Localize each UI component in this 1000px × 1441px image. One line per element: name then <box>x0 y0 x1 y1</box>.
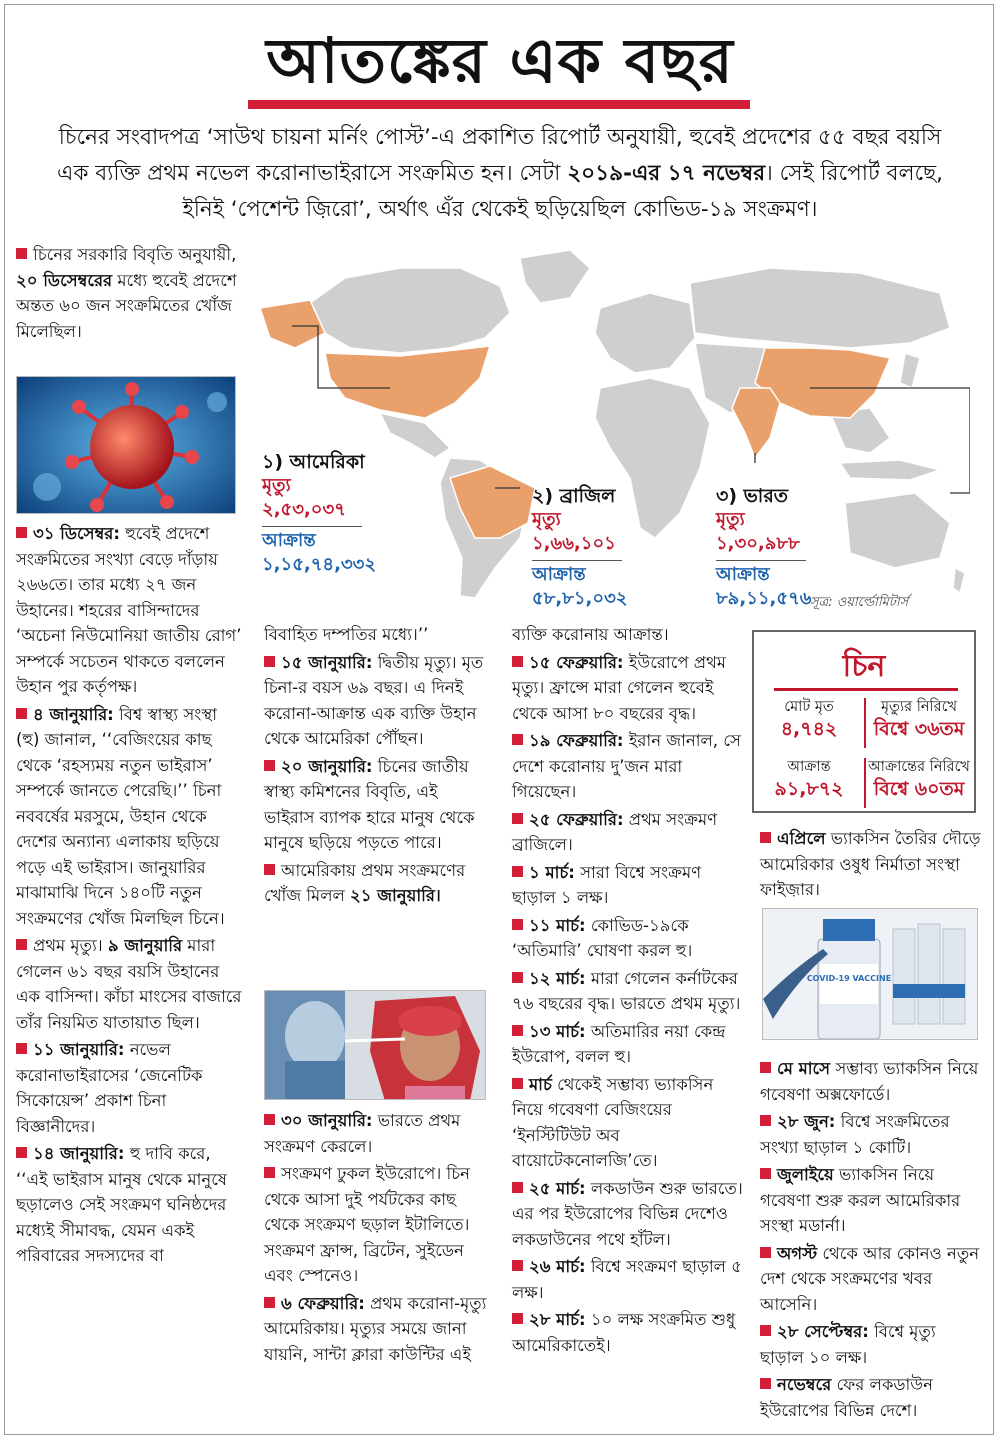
usa-cases: ১,১৫,৭৪,৩৩২ <box>262 554 377 575</box>
entry-text: বিবাহিত দম্পতির মধ্যে।’’ <box>264 625 429 644</box>
bullet-square-icon <box>760 1247 771 1258</box>
entry-date: ২৮ সেপ্টেম্বর: <box>777 1322 869 1341</box>
bullet-square-icon <box>760 1325 771 1336</box>
timeline-entry <box>16 242 241 344</box>
entry-text: ভ্যাকসিন নিয়ে গবেষণা শুরু করল আমেরিকার সংস্থা মডার্না। <box>760 1165 961 1235</box>
intro-paragraph <box>20 120 980 228</box>
bullet-square-icon <box>264 864 275 875</box>
entry-date: ২০ জানুয়ারি: <box>281 756 373 776</box>
entry-text: বিশ্বে সংক্রমণ ছাড়াল ৫ লক্ষ। <box>512 1257 742 1302</box>
timeline-entry <box>760 1109 982 1160</box>
entry-text: চিনের জাতীয় স্বাস্থ্য কমিশনের বিবৃতি, এই ভাইরাস ব্যাপক হারে মানুষ থেকে মানুষে ছড়িয়ে পড়তে পারে। <box>264 756 475 852</box>
timeline-entry <box>264 650 489 752</box>
india-case-label: আক্রান্ত <box>716 564 770 585</box>
entry-text: হু দাবি করে, ‘‘এই ভাইরাস মানুষ থেকে মানুষে ছড়ালেও সেই সংক্রমণ ঘনিষ্ঠদের মধ্যেই সীমাবদ্ধ, যেমন একই পরিবারের সদস্যদের বা <box>16 1144 227 1265</box>
entry-date: মে মাসে <box>777 1059 831 1078</box>
timeline-entry <box>264 1161 489 1289</box>
usa-case-label: আক্রান্ত <box>262 530 316 551</box>
entry-date: ২৬ মার্চ: <box>529 1257 586 1276</box>
entry-text: সম্ভাব্য ভ্যাকসিন নিয়ে গবেষণা অক্সফোর্ডে। <box>760 1059 979 1104</box>
timeline-entry <box>16 702 244 932</box>
bullet-square-icon <box>16 1043 27 1054</box>
entry-text: ব্যক্তি করোনায় আক্রান্ত। <box>512 625 669 644</box>
entry-text: সংক্রমণ ঢুকল ইউরোপে। চিন থেকে আসা দুই পর্যটকের কাছ থেকে সংক্রমণ ছড়াল ইটালিতে। সংক্রমণ ফ্রান্স, ব্রিটেন, সুইডেন এবং স্পেনেও। <box>264 1164 470 1285</box>
entry-text: বিশ্বে সংক্রমিতের সংখ্যা ছাড়াল ১ কোটি। <box>760 1112 950 1157</box>
entry-date: ১২ মার্চ: <box>529 968 586 988</box>
bullet-square-icon <box>16 248 27 259</box>
bullet-square-icon <box>512 734 523 745</box>
entry-date: ৬ ফেব্রুয়ারি: <box>281 1293 365 1313</box>
timeline-entry <box>512 1254 747 1305</box>
entry-date: ১৫ ফেব্রুয়ারি: <box>529 652 624 672</box>
usa-name: ১) আমেরিকা <box>262 451 365 473</box>
entry-date: ৩১ ডিসেম্বর: <box>33 524 120 543</box>
entry-date: ১৯ ফেব্রুয়ারি: <box>529 731 624 750</box>
china-case-rank: আক্রান্তের নিরিখে বিশ্বে ৬০তম <box>868 759 970 800</box>
timeline-entry <box>16 521 244 700</box>
timeline-entry <box>264 754 489 856</box>
entry-text: দ্বিতীয় মৃত্যু। মৃত চিনা-র বয়স ৬৯ বছর। এ দিনই করোনা-আক্রান্ত এক ব্যক্তি উহান থেকে আমেরিকা পৌঁছন। <box>264 652 484 748</box>
brazil-deaths: ১,৬৬,১০১ <box>532 533 616 554</box>
brazil-cases: ৫৮,৮১,০৩২ <box>532 588 628 609</box>
vaccine-image <box>762 908 978 1040</box>
bullet-square-icon <box>512 1078 523 1089</box>
india-death-label: মৃত্যু <box>716 509 745 530</box>
entry-date: ২৮ জুন: <box>777 1112 836 1131</box>
entry-date: ১১ মার্চ: <box>529 915 586 935</box>
entry-text: নভেল করোনাভাইরাসের ‘জেনেটিক সিকোয়েন্স’ প্রকাশ চিনা বিজ্ঞানীদের। <box>16 1040 203 1136</box>
bullet-square-icon <box>16 708 27 719</box>
map-source: সূত্র: ওয়ার্ল্ডোমিটার্স <box>810 595 909 610</box>
intro-date: ২০১৯-এর ১৭ নভেম্বর <box>567 161 766 186</box>
timeline-column-2 <box>264 1108 489 1369</box>
entry-date: ৩০ জানুয়ারি: <box>281 1111 373 1130</box>
timeline-entry <box>16 1141 244 1269</box>
entry-text: ইরান জানাল, সে দেশে করোনায় দু’জন মারা গিয়েছেন। <box>512 731 741 801</box>
timeline-entry <box>512 860 747 911</box>
timeline-entry <box>16 1037 244 1139</box>
bullet-square-icon <box>512 866 523 877</box>
timeline-column-1-top <box>16 242 241 346</box>
swab-test-image <box>264 990 486 1100</box>
timeline-entry <box>16 933 244 1035</box>
entry-text: বিশ্ব স্বাস্থ্য সংস্থা (হু) জানাল, ‘‘বেজিংয়ের কাছ থেকে ‘রহস্যময় নতুন ভাইরাস’ সম্পর্কে জানতে পেরেছি।’’ চিনা নববর্ষের মরসুমে, উহান থেকে দেশের অন্যান্য এলাকায় ছড়িয়ে পড়ে এই ভাইরাস। জানুয়ারির মাঝামাঝি দিনে ১৪০টি নতুন সংক্রমণের খোঁজ মিলছিল চিনে। <box>16 704 225 928</box>
bullet-square-icon <box>264 1297 275 1308</box>
vaccine-label: COVID-19 VACCINE <box>806 974 892 983</box>
entry-text: ফের লকডাউন ইউরোপের বিভিন্ন দেশে। <box>760 1375 933 1420</box>
entry-text: অতিমারির নয়া কেন্দ্র ইউরোপ, বলল হু। <box>512 1021 726 1066</box>
bullet-square-icon <box>16 1147 27 1158</box>
entry-text: কোভিড-১৯কে ‘অতিমারি’ ঘোষণা করল হু। <box>512 915 693 960</box>
bullet-square-icon <box>264 1167 275 1178</box>
usa-death-label: মৃত্যু <box>262 475 291 496</box>
entry-text: ১০ লক্ষ সংক্রমিত শুধু আমেরিকাতেই। <box>512 1310 736 1355</box>
entry-text: মারা গেলেন কর্নাটকের ৭৬ বছরের বৃদ্ধ। ভারতে প্রথম মৃত্যু। <box>512 968 741 1013</box>
timeline-entry <box>760 826 982 903</box>
entry-date: এপ্রিলে <box>777 829 826 848</box>
entry-date: ২৮ মার্চ: <box>529 1310 586 1329</box>
brazil-name: ২) ব্রাজিল <box>532 485 616 507</box>
timeline-column-4 <box>760 1056 982 1425</box>
timeline-entry <box>512 1019 747 1070</box>
china-divider-1 <box>864 698 866 748</box>
timeline-column-3 <box>512 622 747 1360</box>
entry-date: ১৫ জানুয়ারি: <box>281 652 373 672</box>
bullet-square-icon <box>760 1168 771 1179</box>
bullet-square-icon <box>760 832 771 843</box>
intro-line-2: এক ব্যক্তি প্রথম নভেল করোনাভাইরাসে সংক্রমিত হন। সেটা ২০১৯-এর ১৭ নভেম্বর। সেই রিপোর্ট বলছে, <box>56 161 944 186</box>
timeline-column-4-top <box>760 826 982 905</box>
entry-date: ১ মার্চ: <box>529 862 575 882</box>
entry-text: হুবেই প্রদেশে সংক্রমিতের সংখ্যা বেড়ে দাঁড়ায় ২৬৬তে। তার মধ্যে ২৭ জন উহানের। শহরের বাসিন্দাদের ‘অচেনা নিউমোনিয়া জাতীয় রোগ’ সম্পর্কে সচেতন থাকতে বললেন উহান পুর কর্তৃপক্ষ। <box>16 524 242 696</box>
entry-date: ২৫ মার্চ: <box>529 1178 586 1198</box>
entry-date: ২০ ডিসেম্বরের <box>16 270 113 290</box>
entry-text: ভারতে প্রথম সংক্রমণ কেরলে। <box>264 1111 461 1156</box>
bullet-square-icon <box>264 1114 275 1125</box>
entry-text: ইউরোপে প্রথম মৃত্যু। ফ্রান্সে মারা গেলেন হুবেই থেকে আসা ৮০ বছরের বৃদ্ধ। <box>512 652 726 723</box>
entry-date: নভেম্বরে <box>777 1375 832 1394</box>
timeline-entry <box>760 1372 982 1423</box>
timeline-entry <box>760 1241 982 1318</box>
india-name: ৩) ভারত <box>716 485 789 507</box>
entry-date: ১৩ মার্চ: <box>529 1021 586 1041</box>
timeline-entry <box>512 1307 747 1358</box>
label-usa <box>262 450 377 577</box>
entry-text: ভ্যাকসিন তৈরির দৌড়ে আমেরিকার ওষুধ নির্মাতা সংস্থা ফাইজ়ার। <box>760 829 981 899</box>
china-divider-2 <box>864 758 866 808</box>
timeline-entry <box>760 1319 982 1370</box>
entry-text: বিশ্বে মৃত্যু ছাড়াল ১০ লক্ষ। <box>760 1322 936 1367</box>
entry-date: ২৫ ফেব্রুয়ারি: <box>529 809 624 829</box>
china-stats-box <box>752 630 976 813</box>
timeline-column-1 <box>16 521 244 1271</box>
timeline-entry <box>512 1072 747 1174</box>
timeline-entry <box>760 1056 982 1107</box>
china-cases: আক্রান্ত ৯১,৮৭২ <box>774 759 844 800</box>
entry-date: ১১ জানুয়ারি: <box>33 1040 125 1059</box>
entry-date: অগস্ট <box>777 1243 818 1263</box>
entry-text: প্রথম সংক্রমণ ব্রাজিলে। <box>512 809 718 854</box>
timeline-entry <box>760 1162 982 1239</box>
timeline-entry <box>512 913 747 964</box>
timeline-column-2-top <box>264 622 489 911</box>
timeline-entry <box>512 966 747 1017</box>
china-total-deaths: মোট মৃত ৪,৭৪২ <box>780 699 838 740</box>
entry-date: মার্চ <box>529 1074 552 1094</box>
entry-date: ৪ জানুয়ারি: <box>33 704 114 724</box>
timeline-entry <box>264 1108 489 1159</box>
entry-date: ২১ জানুয়ারি। <box>350 886 441 905</box>
entry-text: আমেরিকায় প্রথম সংক্রমণের খোঁজ মিলল <box>264 860 466 905</box>
entry-date: জুলাইয়ে <box>777 1165 834 1184</box>
india-deaths: ১,৩০,৯৮৮ <box>716 533 800 554</box>
bullet-square-icon <box>760 1115 771 1126</box>
timeline-entry <box>264 1291 489 1368</box>
timeline-entry <box>512 650 747 727</box>
intro-line-1: চিনের সংবাদপত্র ‘সাউথ চায়না মর্নিং পোস্ট’-এ প্রকাশিত রিপোর্ট অনুযায়ী, হুবেই প্রদেশের ৫৫ বছর বয়সি <box>58 125 942 150</box>
entry-text: থেকেই সম্ভাব্য ভ্যাকসিন নিয়ে গবেষণা বেজিংয়ের ‘ইনস্টিটিউট অব বায়োটেকনোলজি’তে। <box>512 1074 714 1170</box>
entry-text: মারা গেলেন ৬১ বছর বয়সি উহানের এক বাসিন্দা। কাঁচা মাংসের বাজারে তাঁর নিয়মিত যাতায়াত ছিল। <box>16 936 242 1032</box>
usa-deaths: ২,৫৩,০৩৭ <box>262 499 346 520</box>
entry-date: ১৪ জানুয়ারি: <box>33 1144 125 1163</box>
bullet-square-icon <box>512 972 523 983</box>
timeline-entry <box>512 1176 747 1253</box>
bullet-square-icon <box>16 939 27 950</box>
timeline-entry <box>264 622 489 648</box>
bullet-square-icon <box>512 813 523 824</box>
china-title: চিন <box>842 649 886 684</box>
bullet-square-icon <box>16 527 27 538</box>
entry-date: ৯ জানুয়ারি <box>107 936 183 955</box>
bullet-square-icon <box>760 1062 771 1073</box>
bullet-square-icon <box>512 1182 523 1193</box>
brazil-case-label: আক্রান্ত <box>532 564 586 585</box>
timeline-entry <box>264 858 489 909</box>
entry-text: প্রথম করোনা-মৃত্যু আমেরিকায়। মৃত্যুর সময়ে জানা যায়নি, সান্টা ক্লারা কাউন্টির এই <box>264 1293 487 1364</box>
entry-text: প্রথম মৃত্যু। <box>33 936 108 955</box>
title-underline <box>248 100 750 109</box>
virus-image <box>16 376 236 514</box>
entry-text: মধ্যে হুবেই প্রদেশে অন্তত ৬০ জন সংক্রমিতের খোঁজ মিলেছিল। <box>16 270 237 341</box>
bullet-square-icon <box>512 656 523 667</box>
india-cases: ৮৯,১১,৫৭৬ <box>716 588 812 609</box>
timeline-entry <box>512 622 747 648</box>
timeline-entry <box>512 807 747 858</box>
intro-line-3: ইনিই ‘পেশেন্ট জ়িরো’, অর্থাৎ এঁর থেকেই ছড়িয়েছিল কোভিড-১৯ সংক্রমণ। <box>182 197 818 222</box>
entry-text: চিনের সরকারি বিবৃতি অনুযায়ী, <box>33 245 237 264</box>
label-brazil <box>532 484 642 611</box>
bullet-square-icon <box>512 1025 523 1036</box>
bullet-square-icon <box>264 760 275 771</box>
entry-text: লকডাউন শুরু ভারতে। এর পর ইউরোপের বিভিন্ন দেশেও লকডাউনের পথে হাঁটল। <box>512 1178 743 1249</box>
china-death-rank: মৃত্যুর নিরিখে বিশ্বে ৩৬তম <box>873 699 965 740</box>
brazil-death-label: মৃত্যু <box>532 509 561 530</box>
timeline-entry <box>512 728 747 805</box>
bullet-square-icon <box>264 656 275 667</box>
china-title-rule <box>774 688 958 691</box>
page-title: আতঙ্কের এক বছর <box>266 24 734 97</box>
bullet-square-icon <box>512 919 523 930</box>
label-india <box>716 484 826 611</box>
bullet-square-icon <box>512 1260 523 1271</box>
bullet-square-icon <box>512 1313 523 1324</box>
bullet-square-icon <box>760 1378 771 1389</box>
entry-text: সারা বিশ্বে সংক্রমণ ছাড়াল ১ লক্ষ। <box>512 862 702 907</box>
entry-text: থেকে আর কোনও নতুন দেশ থেকে সংক্রমণের খবর আসেনি। <box>760 1243 980 1314</box>
